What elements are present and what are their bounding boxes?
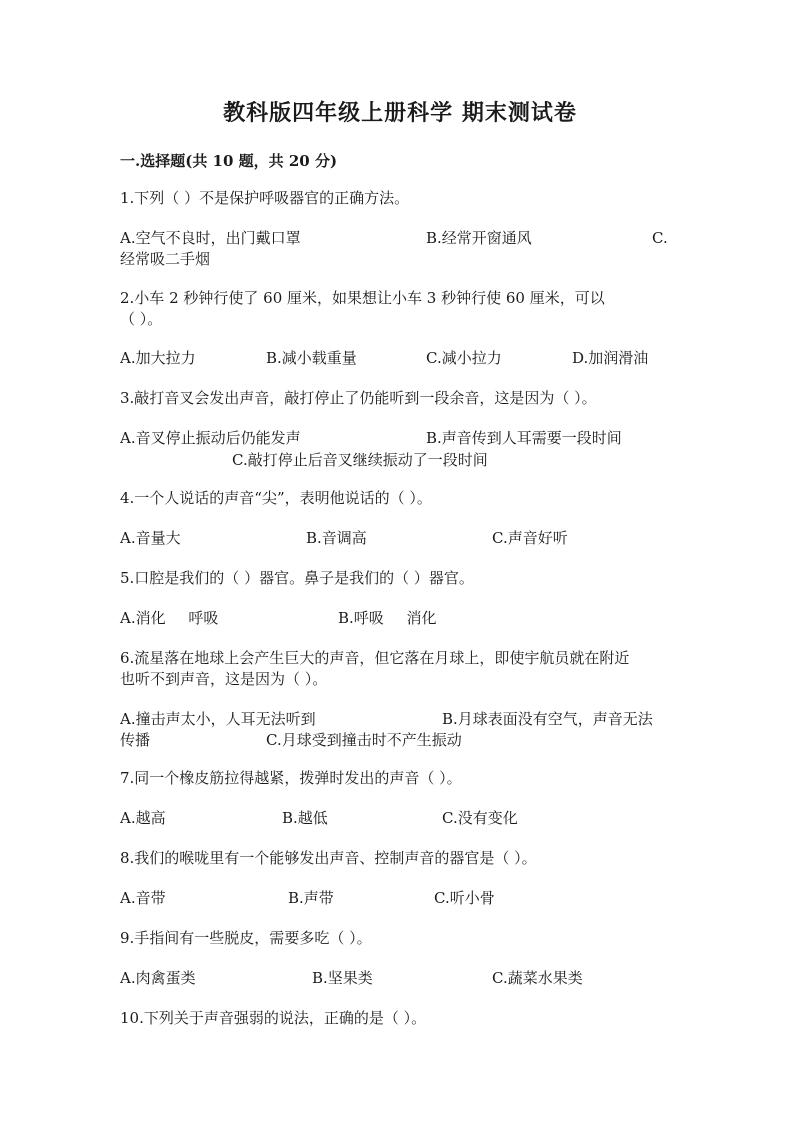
question-1-stem: 1.下列（ ）不是保护呼吸器官的正确方法。: [120, 189, 410, 207]
question-1-option-c-letter: C.: [652, 229, 668, 247]
question-3-option-a: A.音叉停止振动后仍能发声: [120, 429, 301, 447]
question-1-option-c-text: 经常吸二手烟: [120, 250, 211, 268]
question-7-option-a: A.越高: [120, 809, 166, 827]
question-5-option-a: A.消化 呼吸: [120, 609, 219, 627]
question-1-option-a: A.空气不良时，出门戴口罩: [120, 229, 301, 247]
question-8-option-a: A.音带: [120, 889, 166, 907]
question-9-option-c: C.蔬菜水果类: [492, 969, 583, 987]
question-5-stem: 5.口腔是我们的（ ）器官。鼻子是我们的（ ）器官。: [120, 569, 474, 587]
question-2-option-a: A.加大拉力: [120, 349, 196, 367]
question-6-stem: 6.流星落在地球上会产生巨大的声音，但它落在月球上，即使宇航员就在附近: [120, 649, 630, 667]
question-9-stem: 9.手指间有一些脱皮，需要多吃（ ）。: [120, 929, 372, 947]
question-6-stem-cont: 也听不到声音，这是因为（ ）。: [120, 670, 328, 688]
question-3-option-b: B.声音传到人耳需要一段时间: [426, 429, 622, 447]
question-8-option-c: C.听小骨: [434, 889, 495, 907]
question-1-option-b: B.经常开窗通风: [426, 229, 532, 247]
question-9-option-b: B.坚果类: [312, 969, 373, 987]
question-7-option-c: C.没有变化: [442, 809, 518, 827]
question-4-option-c: C.声音好听: [492, 529, 568, 547]
section-heading: 一.选择题(共 10 题，共 20 分): [120, 152, 338, 170]
question-6-option-c: C.月球受到撞击时不产生振动: [266, 731, 462, 749]
question-10-stem: 10.下列关于声音强弱的说法，正确的是（ ）。: [120, 1009, 427, 1027]
question-4-option-a: A.音量大: [120, 529, 181, 547]
question-4-option-b: B.音调高: [306, 529, 367, 547]
question-6-option-a: A.撞击声太小，人耳无法听到: [120, 710, 316, 728]
question-2-option-b: B.减小载重量: [266, 349, 357, 367]
question-8-option-b: B.声带: [288, 889, 334, 907]
question-3-option-c: C.敲打停止后音叉继续振动了一段时间: [232, 451, 488, 469]
question-4-stem: 4.一个人说话的声音“尖”，表明他说话的（ ）。: [120, 489, 432, 507]
question-6-option-b-cont: 传播: [120, 731, 151, 749]
question-5-option-b: B.呼吸 消化: [338, 609, 437, 627]
question-2-stem-cont: （ ）。: [120, 310, 163, 328]
question-7-option-b: B.越低: [282, 809, 328, 827]
question-7-stem: 7.同一个橡皮筋拉得越紧，拨弹时发出的声音（ ）。: [120, 769, 462, 787]
question-8-stem: 8.我们的喉咙里有一个能够发出声音、控制声音的器官是（ ）。: [120, 849, 537, 867]
question-2-option-c: C.减小拉力: [426, 349, 502, 367]
page-title: 教科版四年级上册科学 期末测试卷: [223, 100, 577, 126]
question-9-option-a: A.肉禽蛋类: [120, 969, 196, 987]
question-2-stem: 2.小车 2 秒钟行使了 60 厘米，如果想让小车 3 秒钟行使 60 厘米，可以: [120, 289, 605, 307]
question-2-option-d: D.加润滑油: [572, 349, 649, 367]
question-3-stem: 3.敲打音叉会发出声音，敲打停止了仍能听到一段余音，这是因为（ ）。: [120, 389, 597, 407]
question-6-option-b: B.月球表面没有空气，声音无法: [442, 710, 653, 728]
